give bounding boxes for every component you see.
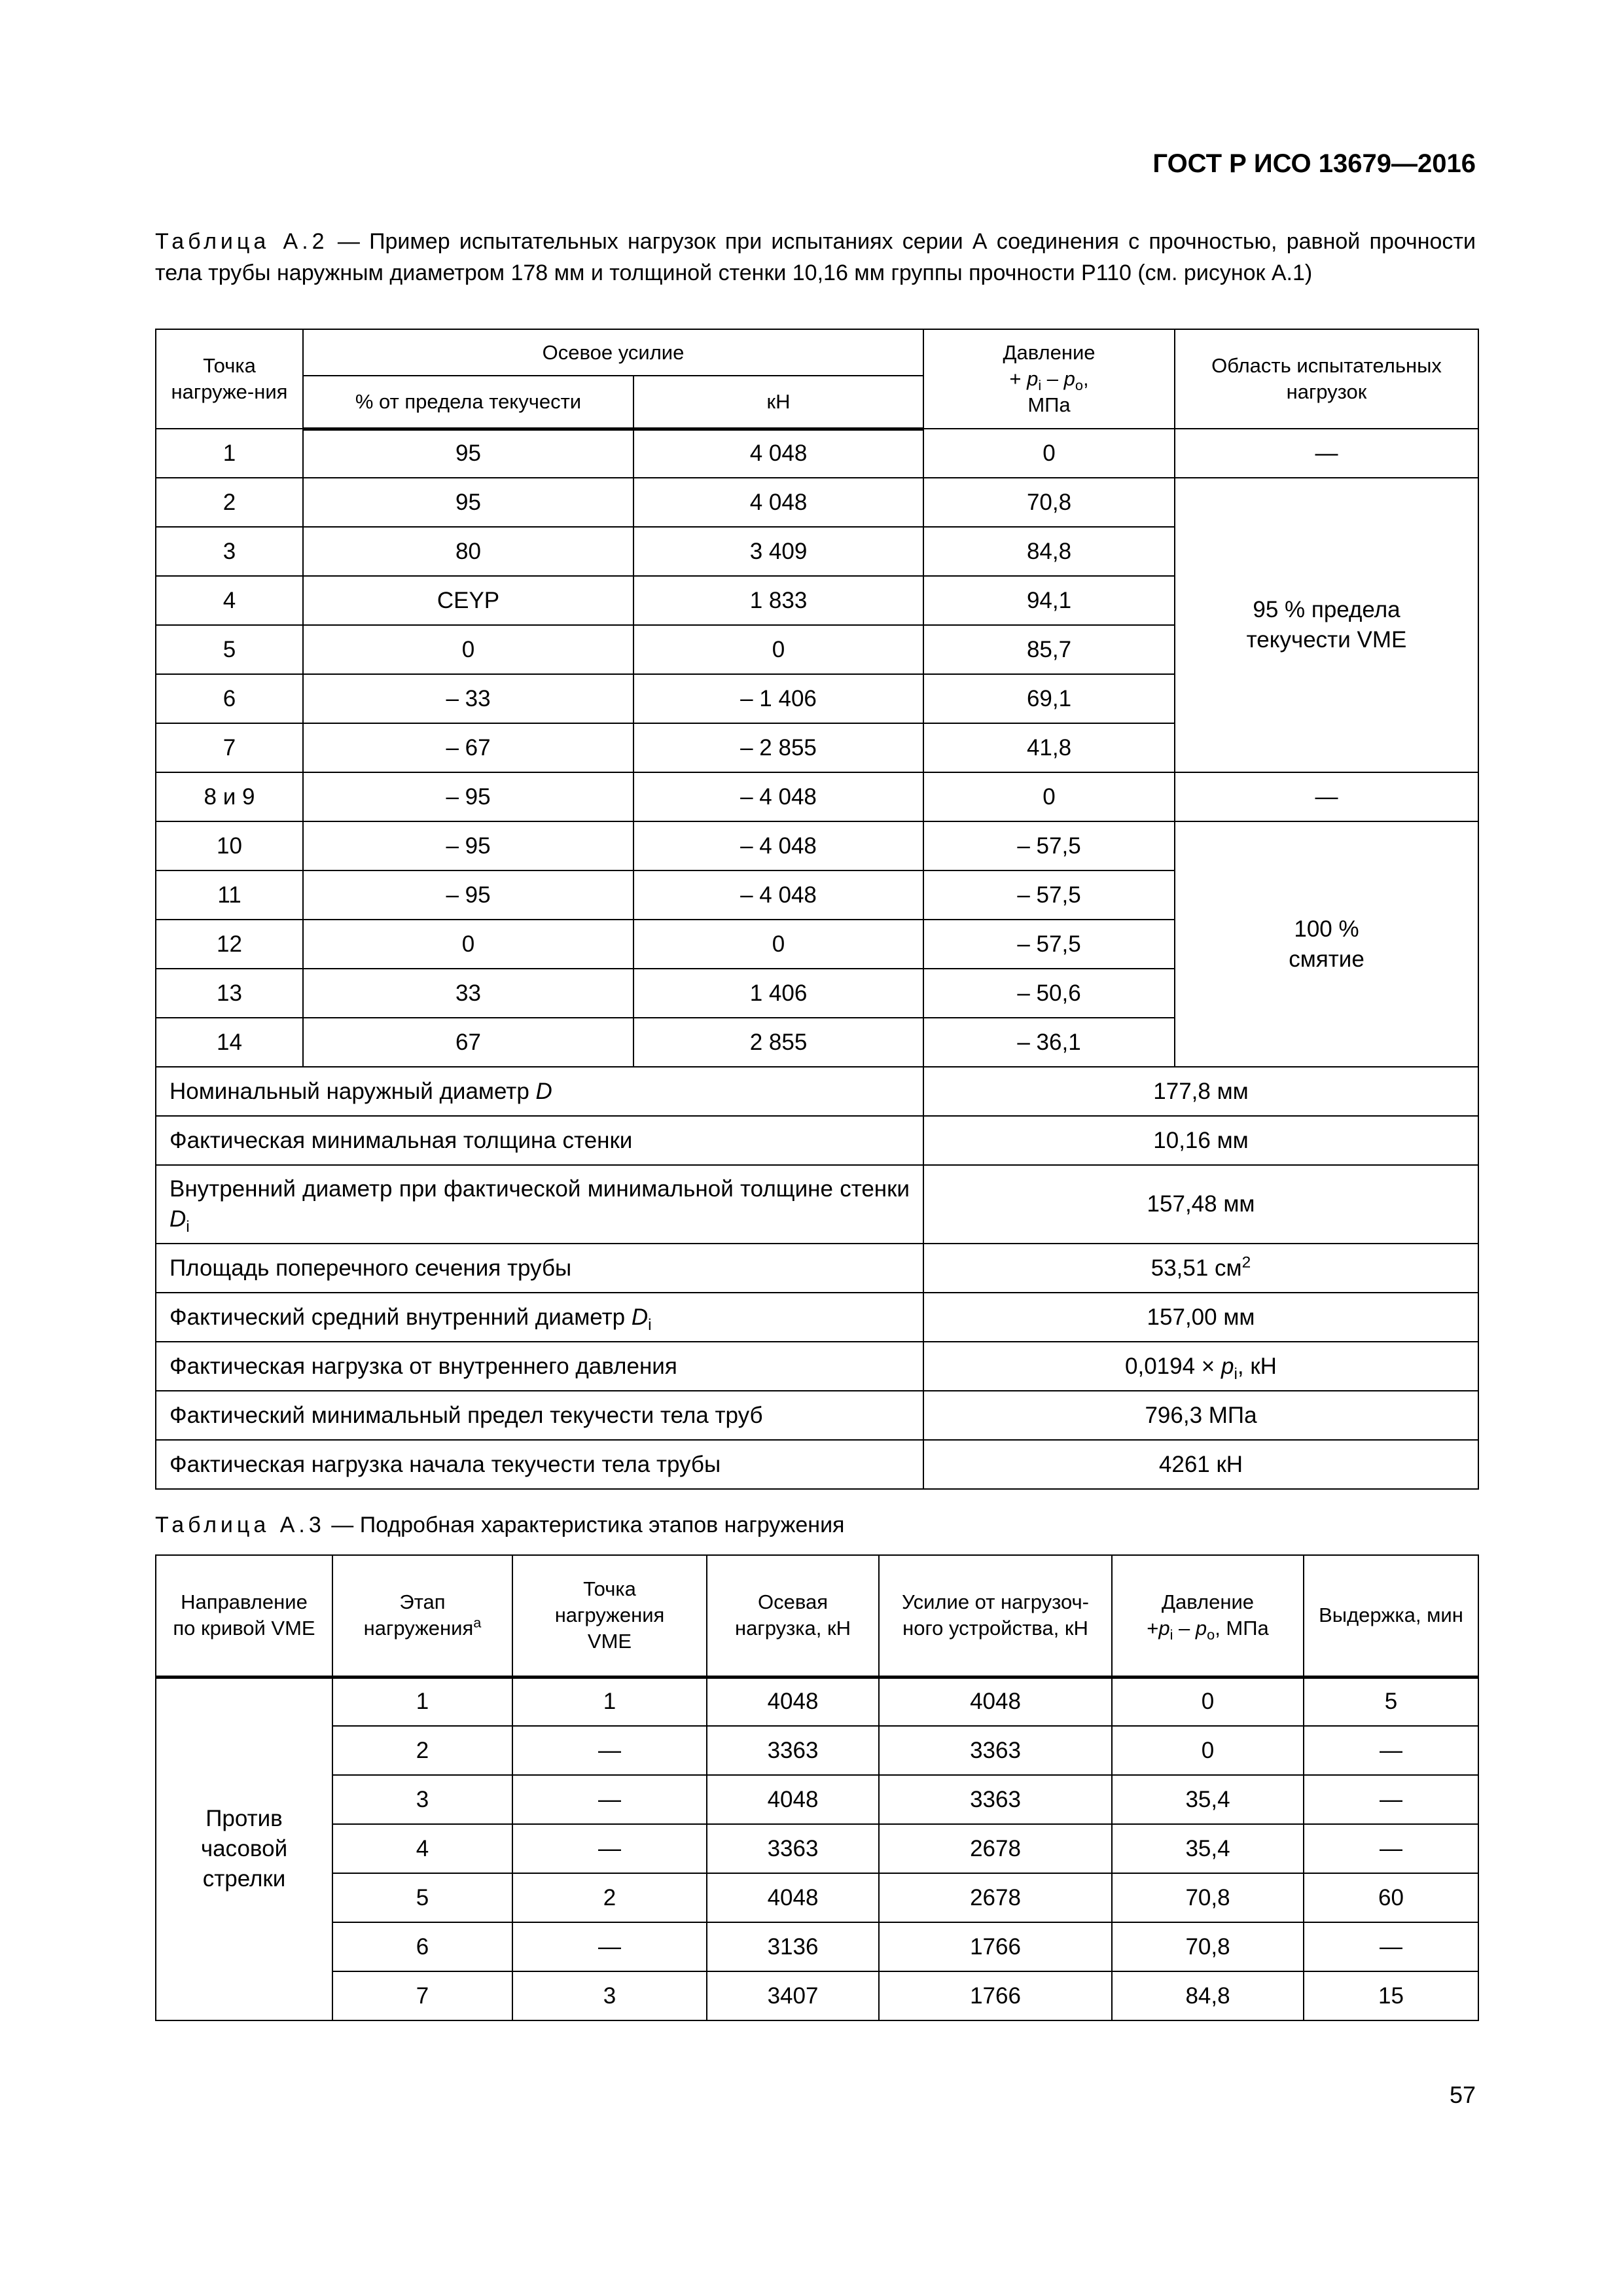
po-symbol: p (1063, 367, 1075, 390)
header-percent-yield: % от предела текучести (303, 376, 633, 429)
cell-point: 4 (156, 576, 303, 625)
po-symbol: p (1195, 1617, 1207, 1640)
param-label: Площадь поперечного сечения трубы (156, 1244, 923, 1293)
table-a2-caption-label: Таблица А.2 (155, 229, 329, 254)
cell-point: 5 (156, 625, 303, 674)
po-subscript: o (1207, 1626, 1215, 1643)
cell-point: 2 (156, 478, 303, 527)
cell-point: 14 (156, 1018, 303, 1067)
table-row (156, 1971, 1478, 2020)
table-row (156, 1726, 1478, 1775)
cell-point: — (512, 1726, 707, 1775)
cell-axial: 3363 (707, 1824, 879, 1873)
param-value-text: 53,51 см (1150, 1255, 1242, 1281)
cell-kn: – 4 048 (633, 870, 923, 920)
header-pressure-label: Давление (1162, 1590, 1254, 1614)
cell-point: 7 (156, 723, 303, 772)
param-label-text: Номинальный наружный диаметр (169, 1078, 536, 1104)
param-label-text: Фактический средний внутренний диаметр (169, 1304, 632, 1330)
cell-point: 1 (512, 1677, 707, 1726)
cell-stage: 7 (332, 1971, 512, 2020)
param-label (156, 1293, 923, 1342)
cell-point: 6 (156, 674, 303, 723)
cell-percent: 0 (303, 625, 633, 674)
i-subscript: i (186, 1218, 190, 1236)
param-label-text: Внутренний диаметр при фактической минимальной толщине стенки (169, 1176, 910, 1202)
page-number: 57 (1449, 2081, 1476, 2108)
cell-percent: 0 (303, 920, 633, 969)
table-a3-caption (155, 1509, 1476, 1541)
cell-percent: – 33 (303, 674, 633, 723)
cell-percent: – 67 (303, 723, 633, 772)
cell-point: — (512, 1824, 707, 1873)
cell-device: 2678 (879, 1873, 1112, 1922)
footnote-mark: а (473, 1614, 482, 1631)
cell-point: — (512, 1922, 707, 1971)
param-row (156, 1116, 1478, 1165)
param-value: 4261 кН (923, 1440, 1478, 1489)
cell-kn: 1 406 (633, 969, 923, 1018)
cell-pressure: 0 (1112, 1726, 1304, 1775)
unit-mpa: МПа (1027, 393, 1071, 416)
cell-pressure: 35,4 (1112, 1824, 1304, 1873)
param-row (156, 1165, 1478, 1244)
header-point: Точка нагруже-ния (156, 329, 303, 429)
param-row (156, 1342, 1478, 1391)
table-row (156, 1873, 1478, 1922)
cell-direction: Против часовой стрелки (156, 1677, 332, 2020)
cell-stage: 5 (332, 1873, 512, 1922)
cell-kn: – 1 406 (633, 674, 923, 723)
table-a3-caption-text: — Подробная характеристика этапов нагружения (325, 1513, 845, 1537)
table-row (156, 1775, 1478, 1824)
param-row (156, 1440, 1478, 1489)
param-label: Фактический минимальный предел текучести тела труб (156, 1391, 923, 1440)
header-axial: Осевая нагрузка, кН (707, 1555, 879, 1677)
cell-area-vme: 95 % предела текучести VME (1175, 478, 1478, 772)
cell-hold: — (1304, 1726, 1478, 1775)
cell-percent: 95 (303, 429, 633, 478)
table-a2-caption-text: — Пример испытательных нагрузок при испытаниях серии А соединения с прочностью, равной прочности тела трубы наружным диаметром 178 мм и толщиной стенки 10,16 мм группы прочности P110 (см. рисунок А.1) (155, 229, 1476, 285)
cell-axial: 3363 (707, 1726, 879, 1775)
param-value (923, 1342, 1478, 1391)
table-a2-caption (155, 226, 1476, 289)
cell-stage: 6 (332, 1922, 512, 1971)
header-axial-force: Осевое усилие (303, 329, 923, 376)
cell-axial: 4048 (707, 1873, 879, 1922)
cell-kn: 3 409 (633, 527, 923, 576)
cell-axial: 3136 (707, 1922, 879, 1971)
header-kn: кН (633, 376, 923, 429)
header-point: Точка нагружения VME (512, 1555, 707, 1677)
d-symbol: D (631, 1304, 649, 1330)
param-label: Фактическая нагрузка начала текучести тела трубы (156, 1440, 923, 1489)
param-value-unit: , кН (1237, 1353, 1277, 1379)
minus-sign: – (1041, 367, 1064, 390)
cell-hold: 60 (1304, 1873, 1478, 1922)
cell-pressure: 85,7 (923, 625, 1175, 674)
table-row (156, 772, 1478, 821)
cell-point: 1 (156, 429, 303, 478)
cell-pressure: 70,8 (1112, 1873, 1304, 1922)
table-row (156, 429, 1478, 478)
header-direction: Направление по кривой VME (156, 1555, 332, 1677)
d-symbol: D (535, 1078, 552, 1104)
cell-device: 3363 (879, 1775, 1112, 1824)
cell-device: 2678 (879, 1824, 1112, 1873)
header-hold: Выдержка, мин (1304, 1555, 1478, 1677)
cell-point: 10 (156, 821, 303, 870)
table-row (156, 821, 1478, 870)
param-value: 157,00 мм (923, 1293, 1478, 1342)
cell-axial: 4048 (707, 1677, 879, 1726)
cell-point: 12 (156, 920, 303, 969)
cell-pressure: 0 (923, 429, 1175, 478)
cell-point: 3 (512, 1971, 707, 2020)
table-a3 (155, 1554, 1479, 2021)
cell-point: 2 (512, 1873, 707, 1922)
d-symbol: D (169, 1206, 187, 1232)
header-stage (332, 1555, 512, 1677)
param-row (156, 1293, 1478, 1342)
table-a2 (155, 329, 1479, 1490)
cell-point: 3 (156, 527, 303, 576)
cell-pressure: 70,8 (1112, 1922, 1304, 1971)
cell-kn: 0 (633, 625, 923, 674)
plus-sign: + (1009, 367, 1027, 390)
cell-kn: 1 833 (633, 576, 923, 625)
header-pressure-label: Давление (1003, 341, 1096, 364)
cell-pressure: – 36,1 (923, 1018, 1175, 1067)
cell-kn: 4 048 (633, 429, 923, 478)
param-label (156, 1165, 923, 1244)
cell-device: 4048 (879, 1677, 1112, 1726)
cell-stage: 4 (332, 1824, 512, 1873)
param-value: 796,3 МПа (923, 1391, 1478, 1440)
table-row (156, 478, 1478, 527)
cell-kn: 4 048 (633, 478, 923, 527)
cell-percent: – 95 (303, 772, 633, 821)
cell-pressure: 84,8 (1112, 1971, 1304, 2020)
cell-percent: CEYP (303, 576, 633, 625)
cell-stage: 3 (332, 1775, 512, 1824)
param-row (156, 1067, 1478, 1116)
cell-device: 1766 (879, 1922, 1112, 1971)
minus-sign: – (1173, 1617, 1196, 1640)
header-area: Область испытательных нагрузок (1175, 329, 1478, 429)
cell-stage: 1 (332, 1677, 512, 1726)
cell-pressure: 69,1 (923, 674, 1175, 723)
cell-hold: — (1304, 1824, 1478, 1873)
standard-designation: ГОСТ Р ИСО 13679—2016 (1152, 149, 1476, 178)
cell-percent: 33 (303, 969, 633, 1018)
cell-hold: — (1304, 1922, 1478, 1971)
pi-symbol: p (1158, 1617, 1170, 1640)
cell-pressure: 41,8 (923, 723, 1175, 772)
cell-pressure: 70,8 (923, 478, 1175, 527)
param-value-text: 0,0194 × (1125, 1353, 1221, 1379)
param-label: Фактическая минимальная толщина стенки (156, 1116, 923, 1165)
table-a3-caption-label: Таблица А.3 (155, 1513, 325, 1537)
plus-sign: + (1147, 1617, 1159, 1640)
param-value: 177,8 мм (923, 1067, 1478, 1116)
cell-device: 1766 (879, 1971, 1112, 2020)
comma: , (1082, 367, 1089, 390)
cell-hold: 5 (1304, 1677, 1478, 1726)
param-row (156, 1244, 1478, 1293)
pi-subscript: i (1169, 1626, 1173, 1643)
superscript-2: 2 (1241, 1253, 1251, 1271)
cell-pressure: 0 (1112, 1677, 1304, 1726)
cell-percent: – 95 (303, 821, 633, 870)
cell-kn: 0 (633, 920, 923, 969)
table-row (156, 1677, 1478, 1726)
cell-pressure: 94,1 (923, 576, 1175, 625)
cell-pressure: 84,8 (923, 527, 1175, 576)
unit-mpa: , МПа (1215, 1617, 1269, 1640)
cell-area-dash: — (1175, 772, 1478, 821)
cell-point: 13 (156, 969, 303, 1018)
header-pressure (923, 329, 1175, 429)
p-symbol: p (1221, 1353, 1234, 1379)
cell-point: 8 и 9 (156, 772, 303, 821)
i-subscript: i (1234, 1365, 1238, 1383)
cell-percent: 95 (303, 478, 633, 527)
cell-axial: 4048 (707, 1775, 879, 1824)
cell-kn: – 2 855 (633, 723, 923, 772)
po-subscript: o (1075, 377, 1083, 394)
pi-subscript: i (1038, 377, 1042, 394)
cell-axial: 3407 (707, 1971, 879, 2020)
param-value (923, 1244, 1478, 1293)
header-pressure (1112, 1555, 1304, 1677)
cell-percent: 67 (303, 1018, 633, 1067)
cell-hold: — (1304, 1775, 1478, 1824)
param-label (156, 1067, 923, 1116)
cell-area-collapse: 100 % смятие (1175, 821, 1478, 1067)
table-row (156, 1824, 1478, 1873)
header-stage-label: Этап нагружения (363, 1590, 474, 1640)
cell-stage: 2 (332, 1726, 512, 1775)
param-row (156, 1391, 1478, 1440)
i-subscript: i (648, 1316, 652, 1334)
cell-percent: 80 (303, 527, 633, 576)
cell-pressure: 0 (923, 772, 1175, 821)
cell-kn: 2 855 (633, 1018, 923, 1067)
cell-hold: 15 (1304, 1971, 1478, 2020)
pi-symbol: p (1027, 367, 1039, 390)
param-value: 10,16 мм (923, 1116, 1478, 1165)
cell-pressure: – 57,5 (923, 870, 1175, 920)
cell-kn: – 4 048 (633, 772, 923, 821)
cell-area-dash: — (1175, 429, 1478, 478)
cell-pressure: – 50,6 (923, 969, 1175, 1018)
header-device: Усилие от нагрузоч-ного устройства, кН (879, 1555, 1112, 1677)
table-row (156, 1922, 1478, 1971)
param-value: 157,48 мм (923, 1165, 1478, 1244)
cell-percent: – 95 (303, 870, 633, 920)
cell-point: 11 (156, 870, 303, 920)
param-label: Фактическая нагрузка от внутреннего давления (156, 1342, 923, 1391)
cell-kn: – 4 048 (633, 821, 923, 870)
cell-pressure: – 57,5 (923, 821, 1175, 870)
cell-device: 3363 (879, 1726, 1112, 1775)
cell-pressure: 35,4 (1112, 1775, 1304, 1824)
cell-pressure: – 57,5 (923, 920, 1175, 969)
cell-point: — (512, 1775, 707, 1824)
